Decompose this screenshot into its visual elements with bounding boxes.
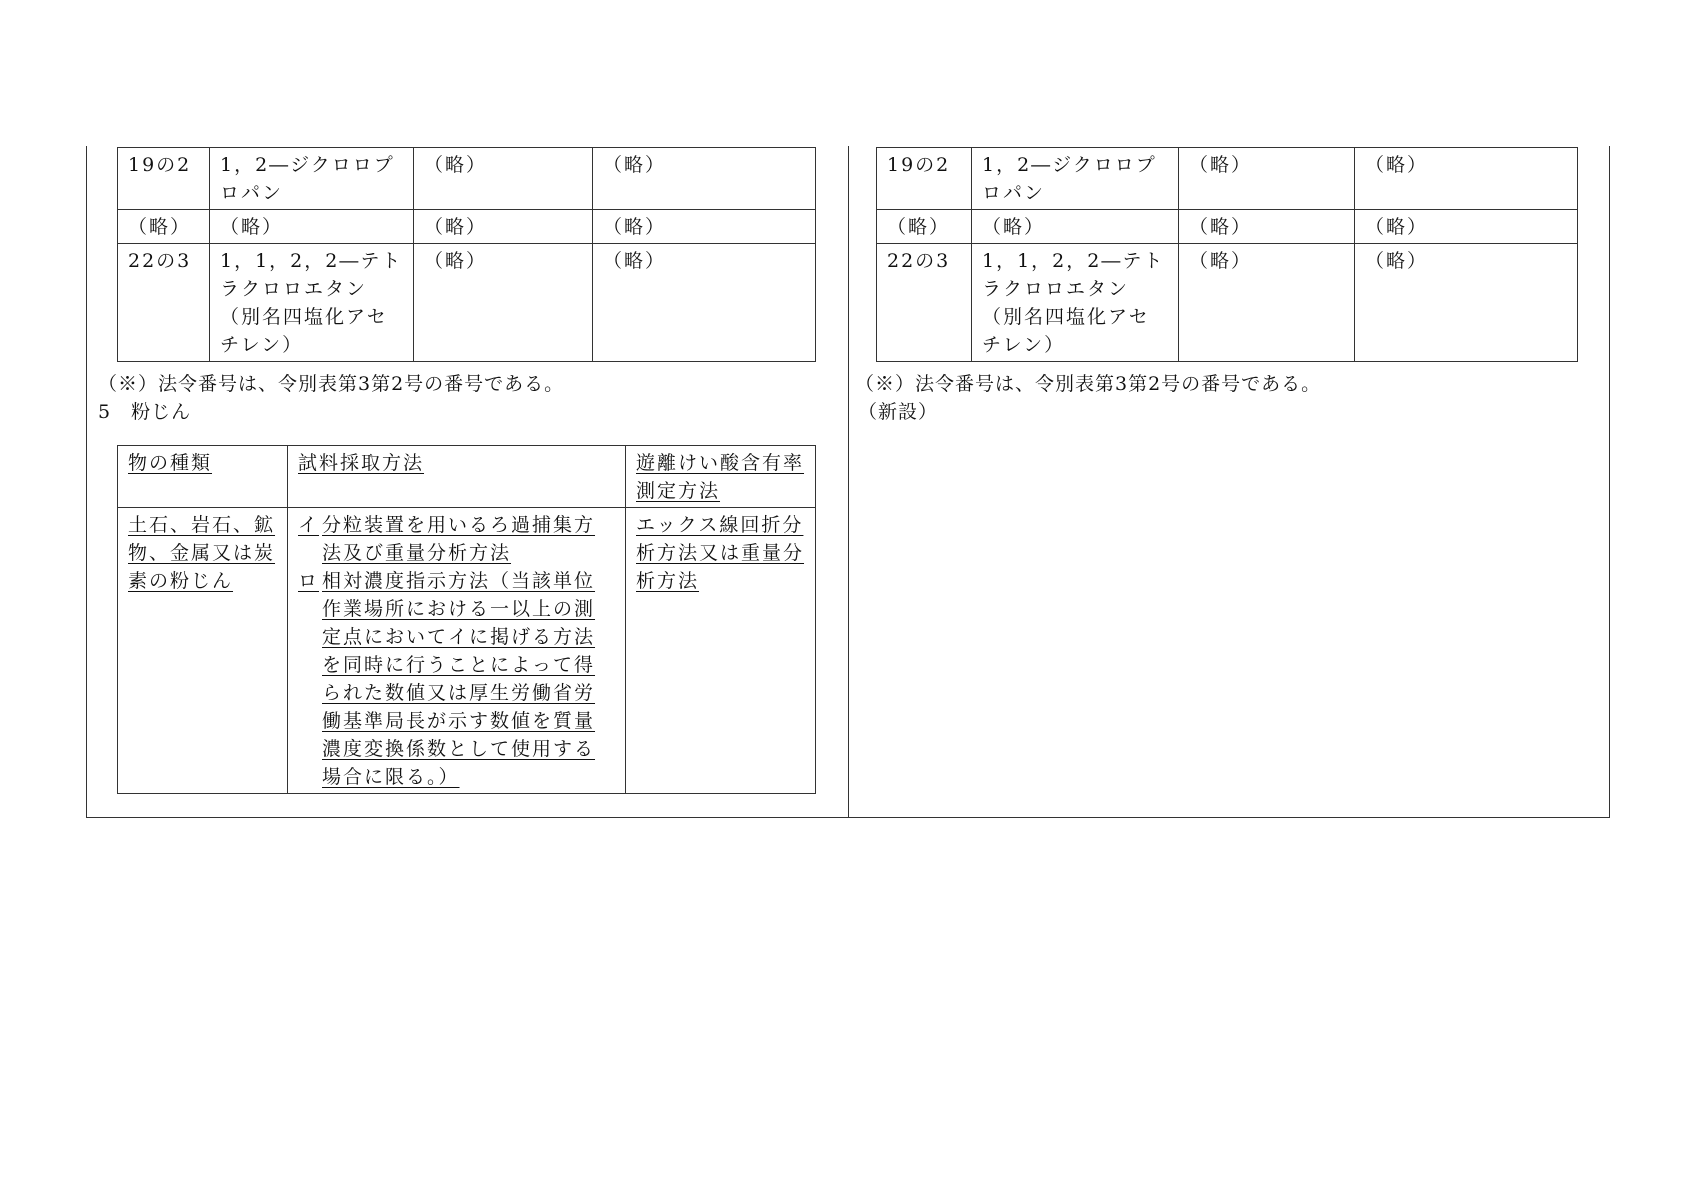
table-cell: （略） (414, 210, 593, 244)
law-number: 22の3 (118, 244, 210, 362)
header-sampling-method: 試料採取方法 (288, 446, 626, 508)
substance-name: 1，1，2，2―テトラクロロエタン（別名四塩化アセチレン） (972, 244, 1179, 362)
table-row (118, 244, 816, 362)
substance-name: 1，1，2，2―テトラクロロエタン（別名四塩化アセチレン） (210, 244, 414, 362)
table-cell: （略） (593, 210, 816, 244)
new-provision-marker: （新設） (858, 401, 939, 423)
method-item-b (298, 567, 615, 791)
table-row (877, 244, 1578, 362)
table-row (877, 210, 1578, 244)
law-number: 19の2 (118, 148, 210, 210)
table-cell: （略） (1355, 244, 1578, 362)
table-cell: （略） (210, 210, 414, 244)
sampling-methods (288, 508, 626, 794)
table-cell: （略） (1179, 148, 1355, 210)
right-solvent-table (876, 147, 1578, 362)
table-cell: （略） (1355, 210, 1578, 244)
law-number-note: （※）法令番号は、令別表第3第2号の番号である。 (855, 373, 1322, 395)
substance-name: 1，2―ジクロロプロパン (210, 148, 414, 210)
table-cell: （略） (118, 210, 210, 244)
table-cell: （略） (972, 210, 1179, 244)
table-cell: （略） (1179, 210, 1355, 244)
table-row (118, 446, 816, 508)
left-solvent-table (117, 147, 816, 362)
law-number: 22の3 (877, 244, 972, 362)
silica-method (626, 508, 816, 794)
dust-substance-text: 土石、岩石、鉱物、金属又は炭素の粉じん (128, 514, 276, 592)
table-row (118, 148, 816, 210)
header-silica-method: 遊離けい酸含有率測定方法 (626, 446, 816, 508)
table-cell: （略） (877, 210, 972, 244)
substance-name: 1，2―ジクロロプロパン (972, 148, 1179, 210)
dust-table (117, 445, 816, 794)
method-b-text: 相対濃度指示方法（当該単位作業場所における一以上の測定点においてイに掲げる方法を同時に行うことによって得られた数値又は厚生労働省労働基準局長が示す数値を質量濃度変換係数として使用する場合に限る。） (322, 570, 596, 788)
table-row (877, 148, 1578, 210)
method-a-text: 分粒装置を用いるろ過捕集方法及び重量分析方法 (322, 514, 596, 564)
law-number-note: （※）法令番号は、令別表第3第2号の番号である。 (98, 373, 565, 395)
section-title: 5 粉じん (98, 401, 192, 423)
table-cell: （略） (1179, 244, 1355, 362)
method-a-mark: イ (298, 514, 320, 536)
law-number: 19の2 (877, 148, 972, 210)
method-item-a (298, 511, 615, 567)
table-cell: （略） (1355, 148, 1578, 210)
table-cell: （略） (593, 148, 816, 210)
column-divider (848, 146, 849, 818)
table-row (118, 508, 816, 794)
table-cell: （略） (593, 244, 816, 362)
silica-method-text: エックス線回折分析方法又は重量分析方法 (636, 514, 805, 592)
method-b-mark: ロ (298, 570, 320, 592)
header-substance-type: 物の種類 (118, 446, 288, 508)
table-cell: （略） (414, 148, 593, 210)
table-row (118, 210, 816, 244)
table-cell: （略） (414, 244, 593, 362)
dust-substance (118, 508, 288, 794)
